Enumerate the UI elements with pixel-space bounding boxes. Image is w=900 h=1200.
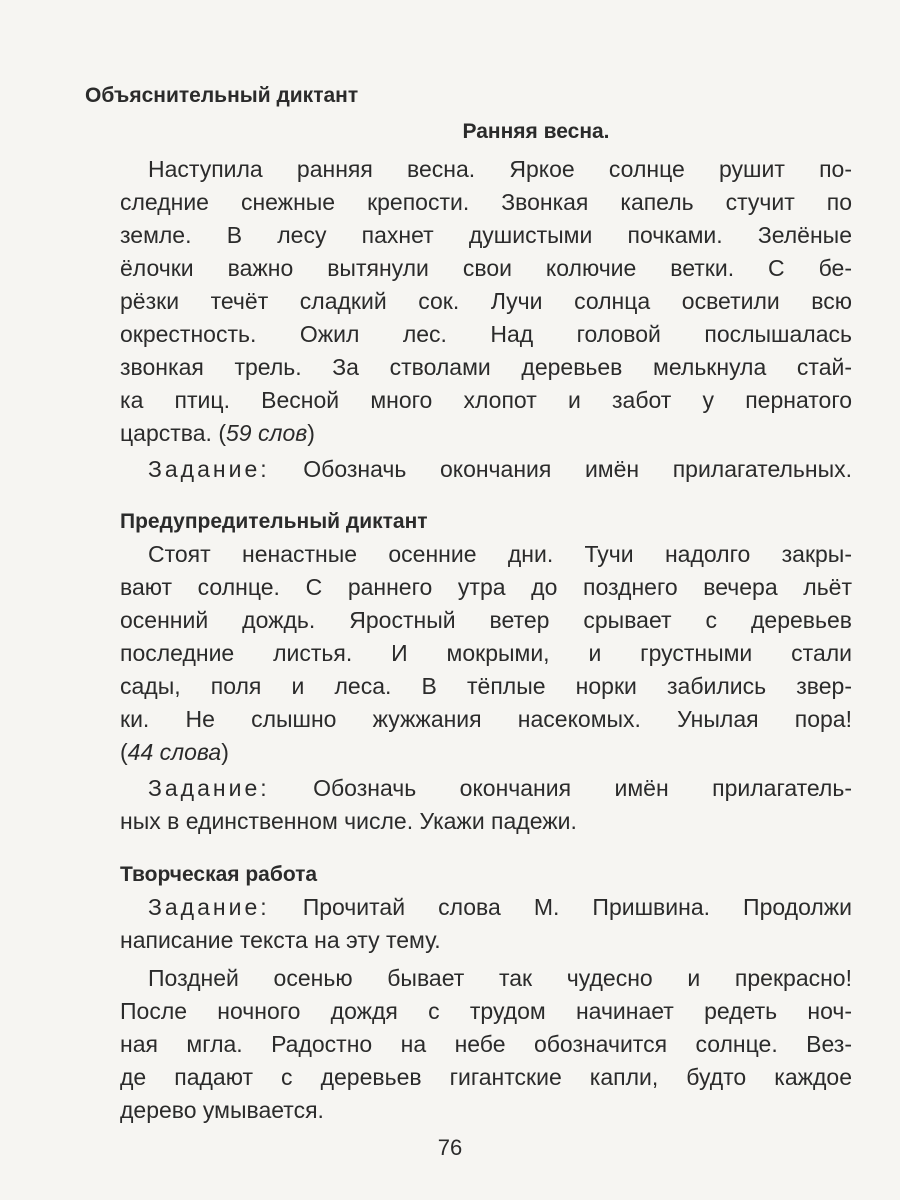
task-line	[120, 891, 852, 924]
task-text: Обозначь окончания имён прилагатель-	[313, 775, 852, 801]
task-label: Задание:	[148, 894, 270, 920]
text-title: Ранняя весна.	[462, 120, 610, 143]
text-line: вают солнце. С раннего утра до позднего вечера льёт	[120, 574, 852, 600]
text-line: ёлочки важно вытянули свои колючие ветки. С бе-	[120, 255, 852, 281]
text-line: звонкая трель. За стволами деревьев мелькнула стай-	[120, 354, 852, 380]
text-line: ка птиц. Весной много хлопот и забот у пернатого	[120, 387, 852, 413]
section-creative-work	[120, 858, 852, 1127]
text-line: осенний дождь. Яростный ветер срывает с деревьев	[120, 607, 852, 633]
section-preventive-dictation	[120, 505, 852, 838]
section-heading: Творческая работа	[120, 863, 318, 886]
task-text: Прочитай слова М. Пришвина. Продолжи	[302, 894, 853, 920]
text-line: царства.	[120, 420, 212, 446]
text-line: Поздней осенью бывает так чудесно и прекрасно!	[148, 965, 852, 991]
text-line: После ночного дождя с трудом начинает редеть ноч-	[120, 998, 852, 1024]
section-heading: Объяснительный диктант	[85, 84, 359, 107]
task-line: написание текста на эту тему.	[120, 927, 441, 953]
task-label: Задание:	[148, 456, 270, 482]
text-line: дерево умывается.	[120, 1097, 324, 1123]
text-line: последние листья. И мокрыми, и грустными стали	[120, 640, 852, 666]
text-line: ная мгла. Радостно на небе обозначится солнце. Вез-	[120, 1031, 852, 1057]
text-line: Стоят ненастные осенние дни. Тучи надолго закры-	[148, 541, 852, 567]
text-line: рёзки течёт сладкий сок. Лучи солнца осветили всю	[120, 288, 852, 314]
task-label: Задание:	[148, 775, 270, 801]
text-line: следние снежные крепости. Звонкая капель стучит по	[120, 189, 852, 215]
task-text: Обозначь окончания имён прилагательных.	[303, 456, 853, 482]
text-line: окрестность. Ожил лес. Над головой послышалась	[120, 321, 852, 347]
task-line	[120, 772, 852, 805]
text-line: земле. В лесу пахнет душистыми почками. Зелёные	[120, 222, 852, 248]
text-line: ки. Не слышно жужжания насекомых. Унылая пора!	[120, 706, 852, 732]
word-count: ( 59 слов )	[218, 420, 315, 446]
task-line: ных в единственном числе. Укажи падежи.	[120, 808, 577, 834]
text-line-last	[120, 417, 852, 450]
section-heading: Предупредительный диктант	[120, 510, 428, 533]
text-line: сады, поля и леса. В тёплые норки забились звер-	[120, 673, 852, 699]
page-number: 76	[437, 1135, 463, 1160]
task-line	[120, 453, 852, 486]
text-line: Наступила ранняя весна. Яркое солнце рушит по-	[148, 156, 852, 182]
dictation-text-1	[120, 115, 852, 486]
word-count: ( 44 слова )	[120, 736, 852, 769]
section-explanatory-dictation	[85, 79, 852, 112]
text-line: де падают с деревьев гигантские капли, будто каждое	[120, 1064, 852, 1090]
